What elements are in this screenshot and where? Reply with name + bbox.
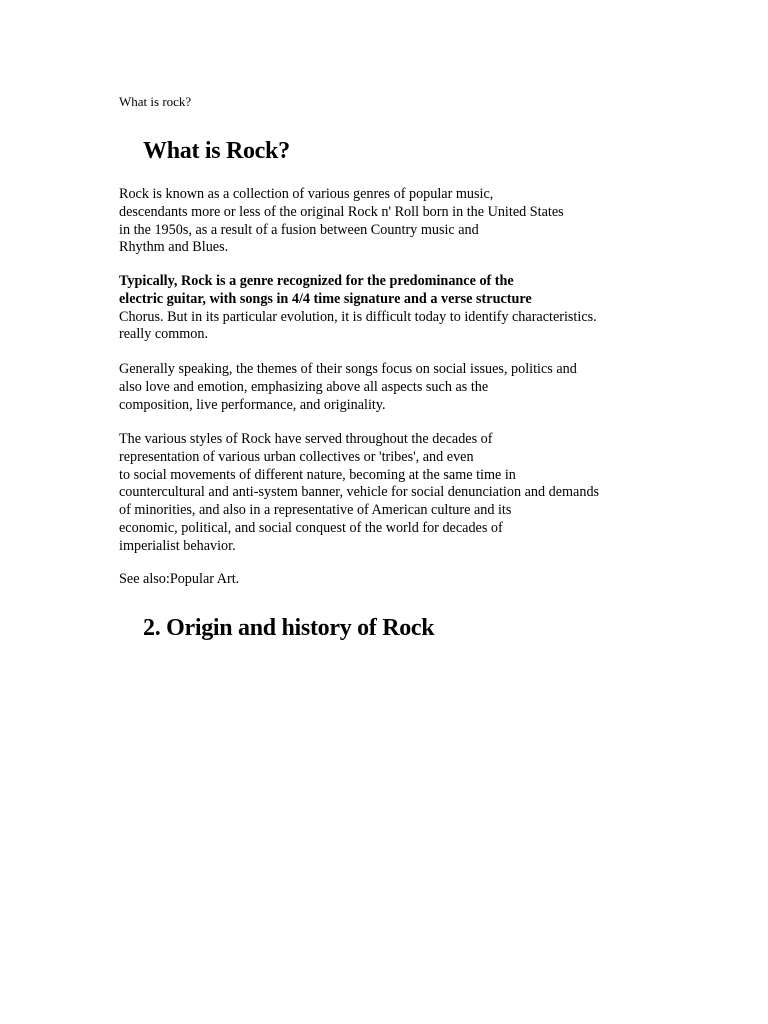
section-heading-what-is-rock: What is Rock? — [143, 138, 290, 164]
paragraph-line: representation of various urban collectives or 'tribes', and even — [119, 448, 474, 465]
paragraph-line: in the 1950s, as a result of a fusion between Country music and — [119, 221, 479, 238]
see-also-text: See also:Popular Art. — [119, 571, 240, 587]
paragraph-styles — [119, 431, 599, 556]
paragraph-line: also love and emotion, emphasizing above all aspects such as the — [119, 378, 489, 395]
paragraph-characteristics — [119, 273, 597, 344]
paragraph-line: descendants more or less of the original Rock n' Roll born in the United States — [119, 203, 564, 220]
paragraph-line: of minorities, and also in a representative of American culture and its — [119, 502, 512, 519]
paragraph-line: Rhythm and Blues. — [119, 239, 229, 256]
document-title: What is rock? — [119, 94, 192, 109]
paragraph-line: The various styles of Rock have served throughout the decades of — [119, 431, 493, 447]
paragraph-themes — [119, 361, 577, 414]
paragraph-line: Chorus. But in its particular evolution, it is difficult today to identify characteristics. — [119, 308, 597, 325]
paragraph-line: Generally speaking, the themes of their songs focus on social issues, politics and — [119, 361, 577, 377]
paragraph-line-bold: electric guitar, with songs in 4/4 time signature and a verse structure — [119, 290, 532, 307]
paragraph-line-bold: Typically, Rock is a genre recognized for the predominance of the — [119, 273, 514, 289]
paragraph-line: imperialist behavior. — [119, 537, 236, 554]
paragraph-line: composition, live performance, and originality. — [119, 396, 386, 413]
paragraph-intro — [119, 186, 564, 257]
paragraph-line: countercultural and anti-system banner, vehicle for social denunciation and demands — [119, 484, 600, 501]
paragraph-line: economic, political, and social conquest of the world for decades of — [119, 519, 503, 536]
section-heading-origin-history: 2. Origin and history of Rock — [143, 615, 435, 641]
paragraph-line: really common. — [119, 326, 209, 343]
paragraph-line: to social movements of different nature, becoming at the same time in — [119, 466, 516, 483]
paragraph-line: Rock is known as a collection of various genres of popular music, — [119, 186, 494, 202]
